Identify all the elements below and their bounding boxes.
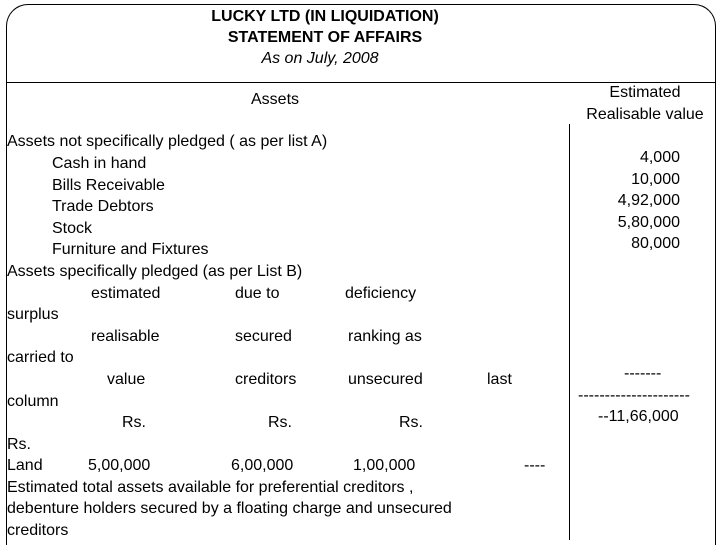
pledged-col-due: due to bbox=[235, 285, 280, 302]
total-rule-short: ------- bbox=[624, 365, 662, 382]
asset-value: 10,000 bbox=[631, 171, 680, 188]
unit-label: Rs. bbox=[268, 414, 292, 431]
total-value: --11,66,000 bbox=[598, 408, 679, 425]
land-label: Land bbox=[7, 457, 43, 474]
pledged-col-deficiency: ranking as bbox=[348, 328, 422, 345]
asset-value: 80,000 bbox=[631, 235, 680, 252]
pledged-heading: Assets specifically pledged (as per List B) bbox=[7, 263, 303, 280]
erv-heading-line1: Estimated bbox=[609, 84, 681, 101]
pledged-col-due: creditors bbox=[235, 371, 297, 388]
pledged-col-estimated: value bbox=[107, 371, 146, 388]
land-deficiency: 1,00,000 bbox=[353, 457, 416, 474]
total-label-line3: creditors bbox=[7, 522, 69, 539]
pledged-col-surplus: carried to bbox=[7, 349, 74, 366]
unpledged-heading: Assets not specifically pledged ( as per list A) bbox=[7, 133, 328, 150]
pledged-col-surplus: last bbox=[487, 371, 512, 388]
land-surplus: ---- bbox=[524, 457, 546, 474]
pledged-col-deficiency: unsecured bbox=[348, 371, 423, 388]
land-due-to-secured: 6,00,000 bbox=[231, 457, 294, 474]
statement-date: As on July, 2008 bbox=[261, 50, 379, 67]
header-divider bbox=[7, 82, 715, 83]
total-label-line2: debenture holders secured by a floating charge and unsecured bbox=[7, 500, 452, 517]
asset-label: Bills Receivable bbox=[52, 177, 165, 194]
assets-column-heading: Assets bbox=[251, 91, 300, 108]
asset-label: Furniture and Fixtures bbox=[52, 241, 209, 258]
pledged-col-estimated: realisable bbox=[91, 328, 160, 345]
value-column-divider bbox=[569, 124, 570, 540]
total-label-line1: Estimated total assets available for preferential creditors , bbox=[7, 479, 414, 496]
pledged-col-deficiency: deficiency bbox=[345, 285, 417, 302]
asset-label: Cash in hand bbox=[52, 155, 147, 172]
statement-title: STATEMENT OF AFFAIRS bbox=[227, 29, 423, 46]
asset-value: 4,92,000 bbox=[617, 192, 680, 209]
company-title: LUCKY LTD (IN LIQUIDATION) bbox=[211, 8, 439, 25]
pledged-col-estimated: estimated bbox=[91, 285, 161, 302]
asset-label: Stock bbox=[52, 220, 93, 237]
asset-label: Trade Debtors bbox=[52, 198, 154, 215]
pledged-col-surplus: column bbox=[7, 393, 59, 410]
unit-label: Rs. bbox=[399, 414, 423, 431]
pledged-col-surplus: surplus bbox=[7, 306, 59, 323]
land-estimated-value: 5,00,000 bbox=[88, 457, 151, 474]
asset-value: 4,000 bbox=[639, 149, 680, 166]
erv-heading-line2: Realisable value bbox=[586, 106, 704, 123]
unit-label: Rs. bbox=[7, 436, 31, 453]
pledged-col-due: secured bbox=[235, 328, 292, 345]
total-rule-long: --------------------- bbox=[578, 387, 690, 404]
asset-value: 5,80,000 bbox=[617, 214, 680, 231]
unit-label: Rs. bbox=[122, 414, 146, 431]
